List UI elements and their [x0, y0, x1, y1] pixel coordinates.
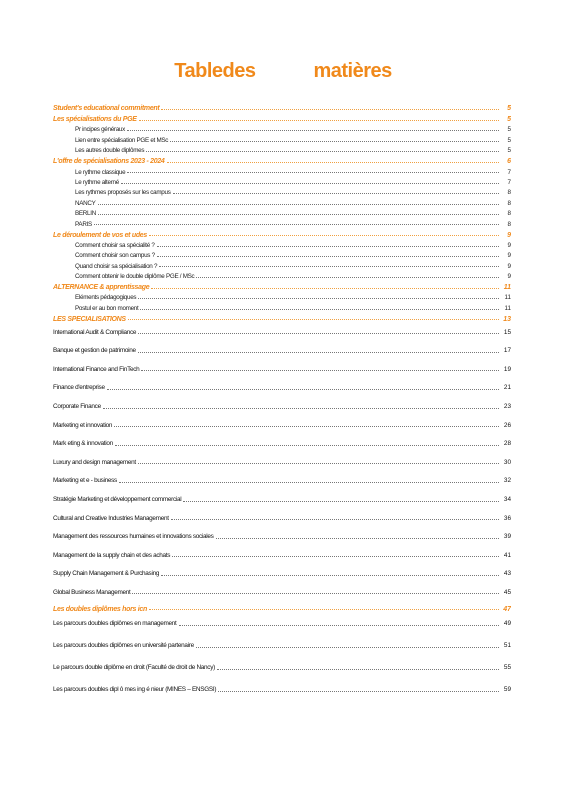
toc-entry-label: Banque et gestion de patrimoine [53, 347, 136, 355]
toc-entry-page-number: 13 [503, 315, 511, 323]
toc-entry-page-number: 34 [503, 496, 511, 503]
toc-entry[interactable] [53, 165, 511, 175]
toc-entry-label: ALTERNANCE & apprentissage [53, 284, 150, 292]
toc-entry[interactable] [53, 613, 511, 635]
dot-leader [196, 276, 499, 278]
toc-entry-page-number: 5 [507, 105, 511, 112]
toc-entry-label: Les doubles diplômes hors icn [53, 605, 147, 613]
toc-entry[interactable] [53, 323, 511, 342]
dot-leader [114, 425, 499, 427]
dot-leader [138, 462, 499, 464]
toc-entry-label: LES SPECIALISATIONS [53, 315, 126, 323]
dot-leader [161, 574, 499, 576]
dot-leader [170, 140, 499, 142]
page-title [0, 60, 566, 83]
toc-entry[interactable] [53, 112, 511, 123]
dot-leader [141, 369, 499, 371]
toc-entry[interactable] [53, 397, 511, 416]
toc-entry-page-number: 39 [503, 533, 511, 541]
toc-entry[interactable] [53, 249, 511, 259]
toc-entry-page-number: 21 [503, 384, 511, 392]
toc-entry[interactable] [53, 360, 511, 379]
toc-entry-page-number: 8 [507, 199, 511, 207]
dot-leader [138, 297, 499, 299]
toc-entry[interactable] [53, 270, 511, 280]
toc-entry[interactable] [53, 259, 511, 269]
toc-entry-label: Le rythme classique [75, 168, 126, 176]
toc-entry-label: BERLIN [75, 210, 96, 218]
toc-entry-page-number: 23 [503, 403, 511, 411]
toc-entry[interactable] [53, 565, 511, 584]
toc-entry-label: Stratégie Marketing et développement commercial [53, 496, 182, 503]
toc-entry[interactable] [53, 657, 511, 679]
dot-leader [138, 351, 499, 353]
toc-entry[interactable] [53, 154, 511, 165]
toc-entry-page-number: 9 [507, 231, 511, 239]
toc-entry-label: Le déroulement de vos et udes [53, 231, 147, 239]
toc-entry-page-number: 6 [507, 158, 511, 166]
title-word-2: matières [313, 60, 392, 82]
toc-entry[interactable] [53, 679, 511, 701]
dot-leader [151, 287, 499, 289]
dot-leader [196, 646, 499, 648]
dot-leader [103, 407, 499, 409]
toc-entry-page-number: 41 [503, 551, 511, 559]
dot-leader [132, 592, 499, 594]
toc-entry-page-number: 8 [507, 189, 511, 197]
dot-leader [121, 182, 499, 184]
toc-entry-label: Student's educational commitment [53, 105, 160, 112]
dot-leader [127, 171, 499, 173]
dot-leader [149, 234, 499, 236]
toc-entry[interactable] [53, 228, 511, 239]
toc-entry-page-number: 15 [503, 328, 511, 336]
toc-entry-page-number: 8 [507, 220, 511, 228]
toc-entry-page-number: 5 [507, 136, 511, 144]
toc-entry[interactable] [53, 546, 511, 565]
toc-entry-label: Global Business Management [53, 588, 131, 596]
toc-entry-page-number: 19 [503, 365, 511, 373]
dot-leader [94, 223, 499, 225]
dot-leader [127, 129, 499, 131]
toc-entry-page-number: 9 [507, 262, 511, 270]
dot-leader [98, 203, 499, 205]
dot-leader [216, 537, 499, 539]
toc-entry-label: Management de la supply chain et des achats [53, 551, 171, 559]
toc-entry[interactable] [53, 144, 511, 154]
toc-entry[interactable] [53, 312, 511, 323]
toc-entry-page-number: 55 [503, 664, 511, 672]
dot-leader [138, 332, 499, 334]
toc-entry-label: Pr incipes généraux [75, 126, 125, 134]
toc-entry-label: International Finance and FinTech [53, 365, 140, 373]
dot-leader [139, 119, 499, 121]
toc-entry[interactable] [53, 207, 511, 217]
toc-entry-page-number: 17 [503, 347, 511, 355]
dot-leader [119, 481, 499, 483]
toc-entry-label: Comment obtenir le double diplôme PGE / MSc [75, 273, 195, 281]
toc-entry[interactable] [53, 196, 511, 206]
toc-entry-label: Management des ressources humaines et innovations sociales [53, 533, 214, 541]
dot-leader [128, 318, 499, 320]
toc-entry-page-number: 7 [507, 178, 511, 186]
dot-leader [173, 192, 499, 194]
toc-entry-page-number: 28 [503, 440, 511, 448]
toc-entry[interactable] [53, 123, 511, 133]
toc-entry[interactable] [53, 217, 511, 227]
toc-entry-label: NANCY [75, 199, 96, 207]
dot-leader [149, 608, 499, 610]
toc-entry[interactable] [53, 239, 511, 249]
toc-entry-page-number: 5 [507, 147, 511, 155]
toc-entry-label: Marketing et e - business [53, 477, 117, 485]
table-of-contents [53, 101, 511, 701]
toc-entry[interactable] [53, 509, 511, 528]
dot-leader [167, 161, 499, 163]
toc-entry[interactable] [53, 280, 511, 291]
toc-entry-page-number: 30 [503, 458, 511, 466]
toc-entry[interactable] [53, 301, 511, 311]
toc-entry-page-number: 11 [504, 304, 511, 312]
toc-entry-label: Postul er au bon moment [75, 304, 139, 312]
toc-entry-label: Marketing et innovation [53, 421, 113, 429]
toc-entry[interactable] [53, 490, 511, 509]
toc-entry-label: Lien entre spécialisation PGE et MSc [75, 136, 169, 144]
toc-entry-label: Le rythme alterné [75, 178, 119, 186]
toc-entry-page-number: 9 [507, 241, 511, 249]
toc-entry-page-number: 32 [503, 477, 511, 485]
dot-leader [179, 624, 499, 626]
toc-entry-page-number: 8 [507, 210, 511, 218]
dot-leader [218, 690, 499, 692]
toc-entry-page-number: 5 [507, 126, 511, 134]
toc-entry[interactable] [53, 133, 511, 143]
toc-entry-label: Cultural and Creative Industries Management [53, 514, 169, 522]
toc-entry[interactable] [53, 186, 511, 196]
dot-leader [159, 265, 499, 267]
toc-entry-label: Corporate Finance [53, 403, 101, 411]
toc-entry[interactable] [53, 416, 511, 435]
toc-entry-page-number: 51 [503, 642, 511, 650]
toc-entry[interactable] [53, 341, 511, 360]
dot-leader [107, 388, 499, 390]
toc-entry-label: Supply Chain Management & Purchasing [53, 570, 160, 578]
toc-entry[interactable] [53, 602, 511, 613]
toc-entry-page-number: 11 [504, 294, 511, 302]
toc-entry[interactable] [53, 379, 511, 398]
toc-entry-label: Comment choisir sa spécialité ? [75, 241, 155, 249]
dot-leader [157, 245, 499, 247]
toc-entry-page-number: 9 [507, 252, 511, 260]
toc-entry-label: PARIS [75, 220, 92, 228]
toc-entry-label: Luxury and design management [53, 458, 136, 466]
dot-leader [171, 518, 499, 520]
toc-entry-label: Les parcours doubles diplômes en université partenaire [53, 642, 194, 650]
toc-entry[interactable] [53, 291, 511, 301]
toc-entry-label: Comment choisir son campus ? [75, 252, 155, 260]
toc-entry-label: Eléments pédagogiques [75, 294, 137, 302]
toc-entry-label: L'offre de spécialisations 2023 - 2024 [53, 158, 165, 166]
toc-entry-label: Quand choisir sa spécialisation ? [75, 262, 158, 270]
dot-leader [140, 308, 499, 310]
dot-leader [98, 213, 499, 215]
dot-leader [172, 555, 499, 557]
toc-entry-page-number: 59 [503, 686, 511, 694]
toc-entry-label: International Audit & Compliance [53, 328, 137, 336]
toc-entry-page-number: 26 [503, 421, 511, 429]
toc-entry-page-number: 47 [503, 605, 511, 613]
toc-entry-page-number: 7 [507, 168, 511, 176]
dot-leader [217, 668, 499, 670]
toc-entry[interactable] [53, 583, 511, 602]
toc-entry[interactable] [53, 101, 511, 112]
toc-entry-label: Les autres double diplômes [75, 147, 145, 155]
toc-entry[interactable] [53, 472, 511, 491]
toc-entry[interactable] [53, 453, 511, 472]
title-word-1: Tabledes [174, 60, 256, 82]
toc-entry[interactable] [53, 527, 511, 546]
toc-entry-label: Le parcours double diplôme en droit (Faculté de droit de Nancy) [53, 664, 215, 672]
dot-leader [157, 255, 499, 257]
toc-entry-page-number: 11 [503, 284, 511, 292]
toc-entry-page-number: 36 [503, 514, 511, 522]
toc-entry-page-number: 9 [507, 273, 511, 281]
dot-leader [115, 444, 499, 446]
toc-entry-label: Mark eting & innovation [53, 440, 113, 448]
toc-entry-label: Les parcours doubles diplômes en management [53, 620, 177, 628]
toc-entry-page-number: 49 [503, 620, 511, 628]
toc-entry-page-number: 43 [503, 570, 511, 578]
toc-entry-page-number: 45 [503, 588, 511, 596]
dot-leader [161, 108, 499, 110]
toc-entry-label: Les parcours doubles dipl ô mes ing é nieur (MINES – ENSGSI) [53, 686, 217, 694]
toc-entry-label: Les rythmes proposés sur les campus [75, 189, 171, 197]
toc-entry[interactable] [53, 176, 511, 186]
toc-entry[interactable] [53, 635, 511, 657]
toc-entry-label: Les spécialisations du PGE [53, 116, 137, 123]
toc-entry[interactable] [53, 434, 511, 453]
dot-leader [146, 150, 499, 152]
toc-entry-label: Finance d'entreprise [53, 384, 105, 392]
dot-leader [183, 500, 499, 502]
toc-entry-page-number: 5 [507, 116, 511, 123]
